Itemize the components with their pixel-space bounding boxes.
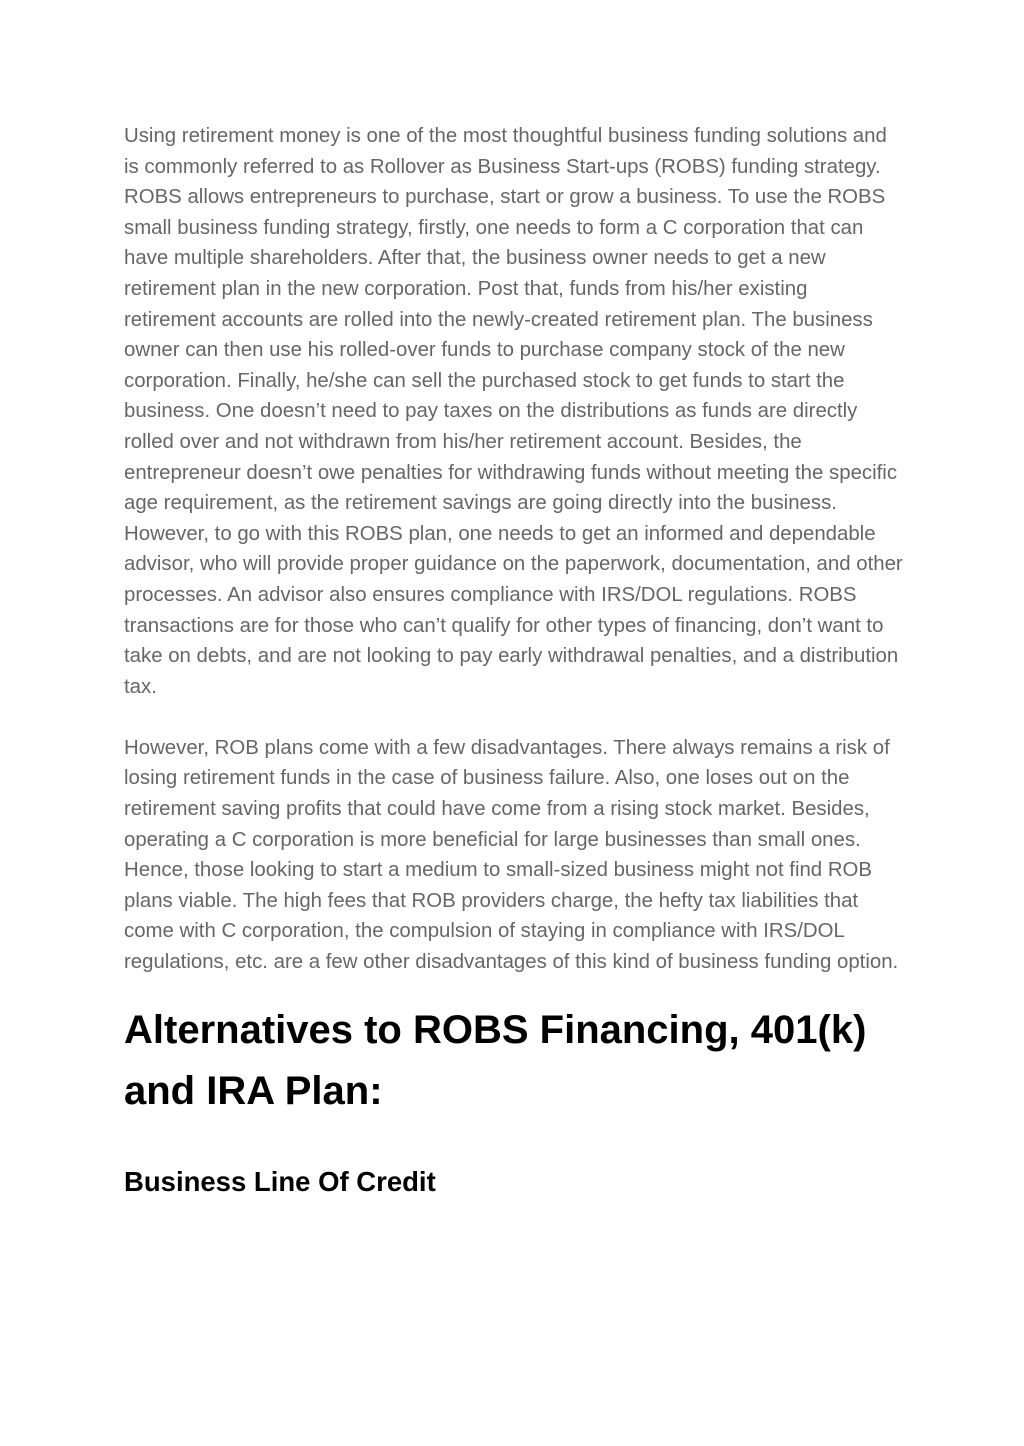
document-page <box>124 121 904 1202</box>
section-heading: Alternatives to ROBS Financing, 401(k) and IRA Plan: <box>124 1007 867 1113</box>
subsection-heading: Business Line Of Credit <box>124 1165 436 1197</box>
robs-intro-paragraph: Using retirement money is one of the most thoughtful business funding solutions and is commonly referred to as Rollover as Business Start-ups (ROBS) funding strategy. ROBS allows entrepreneurs to purchase, start or grow a business. To use the ROBS small business funding strategy, firstly, one needs to form a C corporation that can have multiple shareholders. After that, the business owner needs to get a new retirement plan in the new corporation. Post that, funds from his/her existing retirement accounts are rolled into the newly-created retirement plan. The business owner can then use his rolled-over funds to purchase company stock of the new corporation. Finally, he/she can sell the purchased stock to get funds to start the business. One doesn’t need to pay taxes on the distributions as funds are directly rolled over and not withdrawn from his/her retirement account. Besides, the entrepreneur doesn’t owe penalties for withdrawing funds without meeting the specific age requirement, as the retirement savings are going directly into the business. However, to go with this ROBS plan, one needs to get an informed and dependable advisor, who will provide proper guidance on the paperwork, documentation, and other processes. An advisor also ensures compliance with IRS/DOL regulations. ROBS transactions are for those who can’t qualify for other types of financing, don’t want to take on debts, and are not looking to pay early withdrawal penalties, and a distribution tax. <box>124 125 903 698</box>
robs-disadvantages-paragraph: However, ROB plans come with a few disadvantages. There always remains a risk of losing retirement funds in the case of business failure. Also, one loses out on the retirement saving profits that could have come from a rising stock market. Besides, operating a C corporation is more beneficial for large businesses than small ones. Hence, those looking to start a medium to small-sized business might not find ROB plans viable. The high fees that ROB providers charge, the hefty tax liabilities that come with C corporation, the compulsion of staying in compliance with IRS/DOL regulations, etc. are a few other disadvantages of this kind of business funding option. <box>124 736 899 974</box>
